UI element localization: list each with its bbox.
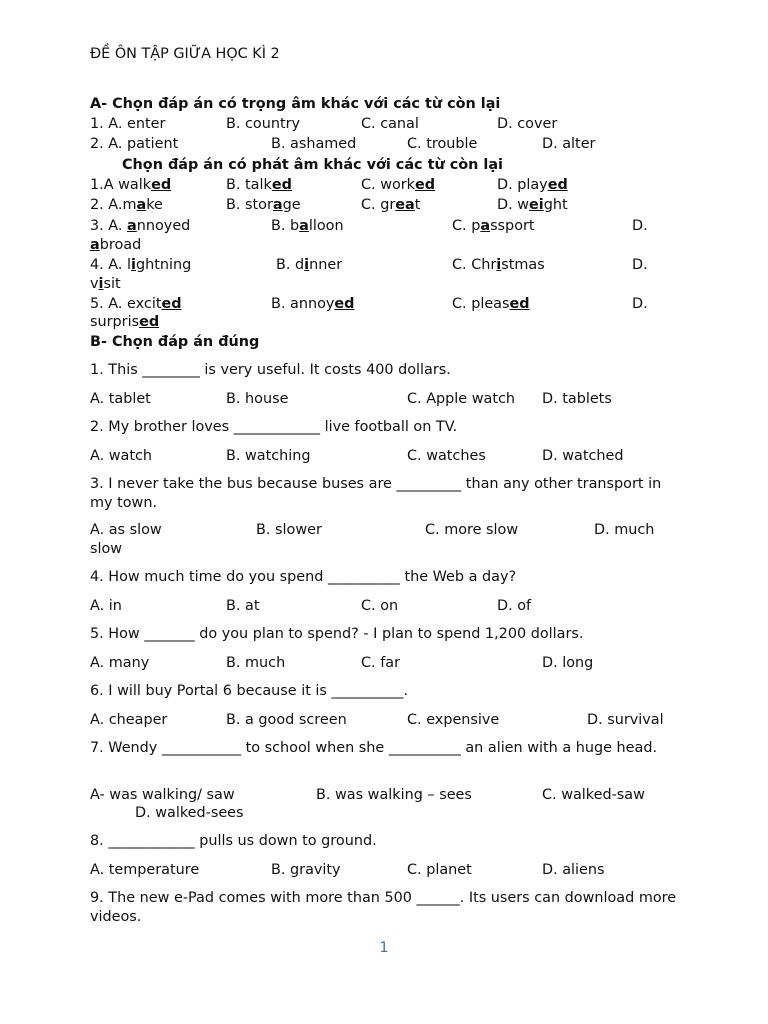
q3-option-b: B. slower — [256, 522, 322, 538]
pron-q2-a: 2. A.make — [90, 197, 163, 213]
stress-q1-b: B. country — [226, 116, 301, 132]
q7-option-b: B. was walking – sees — [316, 787, 472, 803]
q2-option-c: C. watches — [407, 448, 486, 464]
pron-q4-c: C. Christmas — [452, 257, 545, 273]
q5-option-b: B. much — [226, 655, 286, 671]
q7-option-c: C. walked-saw — [542, 787, 645, 803]
q5-option-a: A. many — [90, 655, 150, 671]
question-1: 1. This ________ is very useful. It costs 400 dollars. — [90, 362, 451, 378]
q6-option-a: A. cheaper — [90, 712, 168, 728]
pron-q5-c: C. pleased — [452, 296, 530, 312]
pron-q3-d: abroad — [90, 237, 142, 253]
pron-q4-d: visit — [90, 276, 121, 292]
q7-option-a: A- was walking/ saw — [90, 787, 235, 803]
q6-option-b: B. a good screen — [226, 712, 347, 728]
pron-q1-d: D. played — [497, 177, 568, 193]
stress-q2-d: D. alter — [542, 136, 596, 152]
question-4: 4. How much time do you spend __________ the Web a day? — [90, 569, 517, 585]
q1-option-b: B. house — [226, 391, 289, 407]
q7-option-d: D. walked-sees — [135, 805, 244, 821]
page-number: 1 — [379, 940, 389, 956]
q1-option-c: C. Apple watch — [407, 391, 516, 407]
pron-q2-d: D. weight — [497, 197, 568, 213]
question-7: 7. Wendy ___________ to school when she __________ an alien with a huge head. — [90, 740, 658, 756]
pron-q1-a: 1.A walked — [90, 177, 172, 193]
pron-q3-b: B. balloon — [271, 218, 344, 234]
q8-option-d: D. aliens — [542, 862, 605, 878]
q4-option-c: C. on — [361, 598, 399, 614]
pron-q4-d-label: D. — [632, 257, 648, 273]
pron-q1-c: C. worked — [361, 177, 436, 193]
question-8: 8. ____________ pulls us down to ground. — [90, 833, 377, 849]
q8-option-b: B. gravity — [271, 862, 341, 878]
question-5: 5. How _______ do you plan to spend? - I plan to spend 1,200 dollars. — [90, 626, 584, 642]
pron-q3-c: C. passport — [452, 218, 535, 234]
pron-q3-a: 3. A. annoyed — [90, 218, 191, 234]
stress-q1-a: 1. A. enter — [90, 116, 166, 132]
q3-option-a: A. as slow — [90, 522, 162, 538]
doc-title: ĐỀ ÔN TẬP GIỮA HỌC KÌ 2 — [90, 46, 280, 62]
stress-q2-a: 2. A. patient — [90, 136, 179, 152]
q2-option-a: A. watch — [90, 448, 153, 464]
section-a-heading: A- Chọn đáp án có trọng âm khác với các từ còn lại — [90, 96, 501, 112]
q1-option-d: D. tablets — [542, 391, 612, 407]
q5-option-d: D. long — [542, 655, 594, 671]
q5-option-c: C. far — [361, 655, 400, 671]
stress-q1-d: D. cover — [497, 116, 558, 132]
section-b-heading: B- Chọn đáp án đúng — [90, 334, 260, 350]
pron-q4-a: 4. A. lightning — [90, 257, 192, 273]
q8-option-c: C. planet — [407, 862, 472, 878]
stress-q2-b: B. ashamed — [271, 136, 357, 152]
q3-option-d-cont: slow — [90, 541, 123, 557]
pron-q3-d-label: D. — [632, 218, 648, 234]
pron-q2-c: C. great — [361, 197, 421, 213]
question-9: 9. The new e-Pad comes with more than 500 ______. Its users can download more videos. — [90, 890, 677, 925]
q4-option-d: D. of — [497, 598, 532, 614]
pron-q5-d: surprised — [90, 314, 160, 330]
pron-q2-b: B. storage — [226, 197, 301, 213]
q3-option-c: C. more slow — [425, 522, 519, 538]
q6-option-c: C. expensive — [407, 712, 500, 728]
question-2: 2. My brother loves ____________ live football on TV. — [90, 419, 458, 435]
stress-q1-c: C. canal — [361, 116, 419, 132]
q6-option-d: D. survival — [587, 712, 664, 728]
q2-option-d: D. watched — [542, 448, 624, 464]
pron-q5-d-label: D. — [632, 296, 648, 312]
pronunciation-heading: Chọn đáp án có phát âm khác với các từ còn lại — [122, 157, 503, 173]
q8-option-a: A. temperature — [90, 862, 200, 878]
stress-q2-c: C. trouble — [407, 136, 478, 152]
question-6: 6. I will buy Portal 6 because it is __________. — [90, 683, 409, 699]
pron-q5-b: B. annoyed — [271, 296, 355, 312]
pron-q1-b: B. talked — [226, 177, 292, 193]
pron-q4-b: B. dinner — [276, 257, 343, 273]
question-3: 3. I never take the bus because buses are _________ than any other transport in my town. — [90, 476, 662, 511]
q2-option-b: B. watching — [226, 448, 311, 464]
q1-option-a: A. tablet — [90, 391, 151, 407]
q4-option-a: A. in — [90, 598, 122, 614]
q4-option-b: B. at — [226, 598, 260, 614]
pron-q5-a: 5. A. excited — [90, 296, 182, 312]
q3-option-d: D. much — [594, 522, 655, 538]
